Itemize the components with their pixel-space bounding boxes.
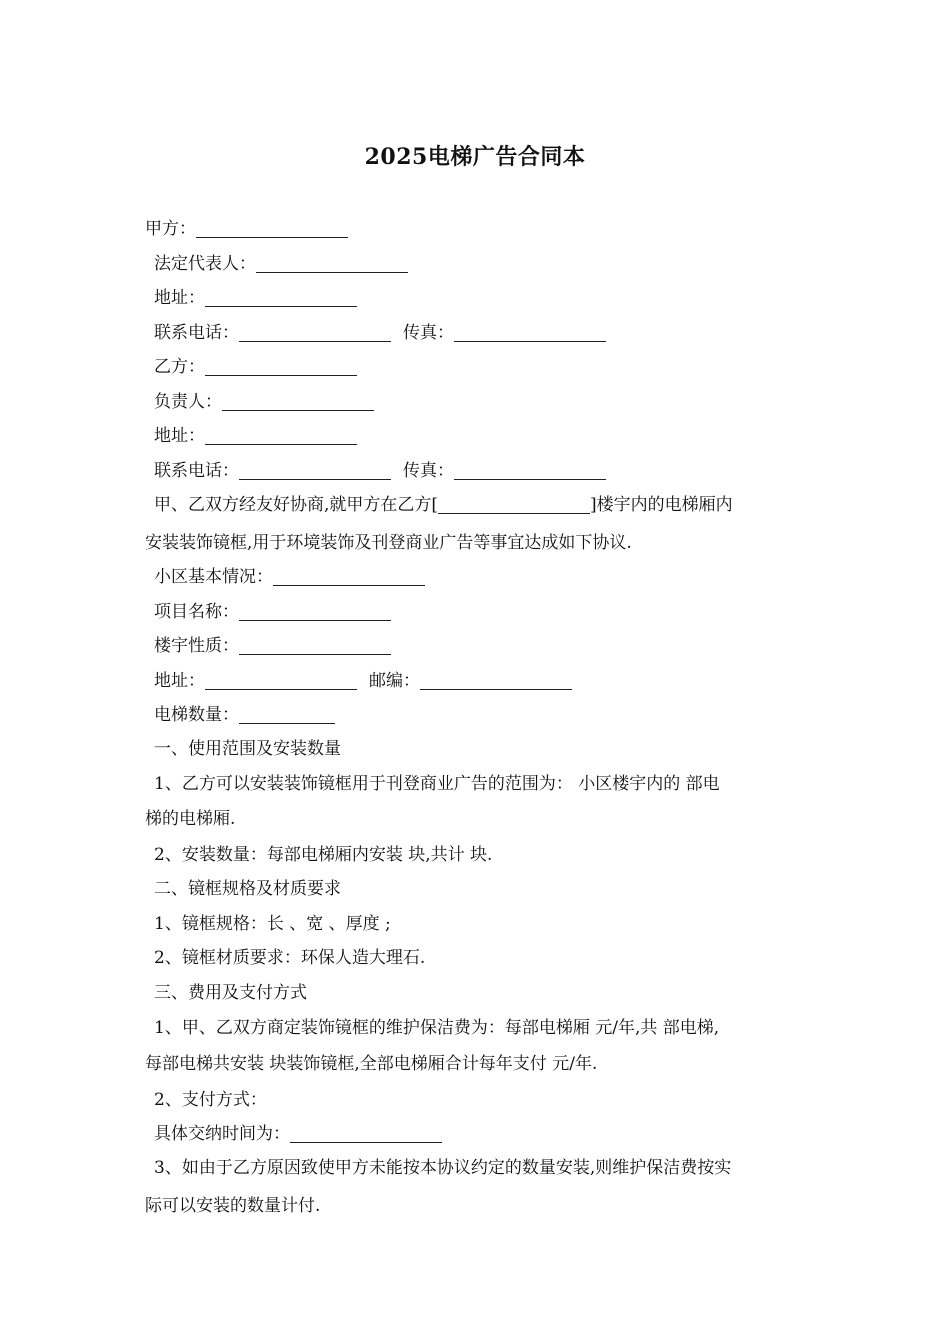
party-b-label: 乙方： <box>154 357 205 377</box>
payment-time-blank[interactable] <box>290 1124 442 1143</box>
building-nature-line <box>154 629 819 663</box>
elevator-count-blank[interactable] <box>239 705 335 724</box>
party-a-fax-blank[interactable] <box>454 323 606 342</box>
responsible-person-line <box>154 385 819 419</box>
section-2-heading: 二、镜框规格及材质要求 <box>154 879 341 899</box>
elevator-count-line <box>154 698 819 732</box>
payment-time-label: 具体交纳时间为： <box>154 1124 290 1144</box>
party-b-address-blank[interactable] <box>205 426 357 445</box>
party-a-fax-label: 传真： <box>403 323 454 343</box>
clause-2-2: 2、镜框材质要求：环保人造大理石. <box>154 948 426 968</box>
community-basic-label: 小区基本情况： <box>154 567 273 587</box>
party-a-address-line <box>154 281 819 315</box>
legal-rep-line <box>154 247 819 281</box>
party-b-address-line <box>154 419 819 453</box>
community-basic-line <box>154 560 819 594</box>
clause-3-3-cont: 际可以安装的数量计付. <box>145 1196 321 1216</box>
party-a-label: 甲方： <box>145 219 196 239</box>
page-title: 2025电梯广告合同本 <box>364 144 586 170</box>
zip-code-label: 邮编： <box>369 671 420 691</box>
clause-1-1: 1、乙方可以安装装饰镜框用于刊登商业广告的范围为： 小区楼宇内的 部电 <box>154 774 720 794</box>
party-a-address-label: 地址： <box>154 288 205 308</box>
community-address-line <box>154 664 819 698</box>
clause-3-2: 2、支付方式： <box>154 1090 267 1110</box>
community-basic-blank[interactable] <box>273 567 425 586</box>
party-b-phone-label: 联系电话： <box>154 461 239 481</box>
payment-time-line <box>154 1117 819 1151</box>
clause-1-2: 2、安装数量：每部电梯厢内安装 块,共计 块. <box>154 845 493 865</box>
clause-3-1: 1、甲、乙双方商定装饰镜框的维护保洁费为：每部电梯厢 元/年,共 部电梯, <box>154 1018 720 1038</box>
building-name-blank[interactable] <box>438 495 590 514</box>
zip-code-blank[interactable] <box>420 671 572 690</box>
legal-rep-blank[interactable] <box>256 254 408 273</box>
legal-rep-label: 法定代表人： <box>154 254 256 274</box>
project-name-label: 项目名称： <box>154 602 239 622</box>
party-b-phone-blank[interactable] <box>239 461 391 480</box>
party-b-blank[interactable] <box>205 357 357 376</box>
clause-3-3: 3、如由于乙方原因致使甲方未能按本协议约定的数量安装,则维护保洁费按实 <box>154 1158 732 1178</box>
party-a-blank[interactable] <box>196 219 348 238</box>
party-a-line <box>145 212 810 246</box>
party-b-fax-label: 传真： <box>403 461 454 481</box>
party-b-contact-line <box>154 454 819 488</box>
intro-paragraph-cont: 安装装饰镜框,用于环境装饰及刊登商业广告等事宜达成如下协议. <box>145 533 632 553</box>
intro-pre: 甲、乙双方经友好协商,就甲方在乙方[ <box>154 495 439 515</box>
building-nature-label: 楼宇性质： <box>154 636 239 656</box>
party-a-contact-line <box>154 316 819 350</box>
section-1-heading: 一、使用范围及安装数量 <box>154 739 341 759</box>
project-name-blank[interactable] <box>239 602 391 621</box>
section-3-heading: 三、费用及支付方式 <box>154 983 307 1003</box>
intro-post: ]楼宇内的电梯厢内 <box>590 495 733 515</box>
project-name-line <box>154 595 819 629</box>
intro-paragraph <box>154 488 819 522</box>
building-nature-blank[interactable] <box>239 636 391 655</box>
party-a-phone-blank[interactable] <box>239 323 391 342</box>
responsible-person-blank[interactable] <box>222 392 374 411</box>
clause-2-1: 1、镜框规格：长 、宽 、厚度 ; <box>154 914 391 934</box>
elevator-count-label: 电梯数量： <box>154 705 239 725</box>
community-address-label: 地址： <box>154 671 205 691</box>
community-address-blank[interactable] <box>205 671 357 690</box>
party-b-address-label: 地址： <box>154 426 205 446</box>
party-b-fax-blank[interactable] <box>454 461 606 480</box>
responsible-person-label: 负责人： <box>154 392 222 412</box>
clause-3-1-cont: 每部电梯共安装 块装饰镜框,全部电梯厢合计每年支付 元/年. <box>145 1054 598 1074</box>
party-b-line <box>154 350 819 384</box>
party-a-address-blank[interactable] <box>205 288 357 307</box>
clause-1-1-cont: 梯的电梯厢. <box>145 809 236 829</box>
party-a-phone-label: 联系电话： <box>154 323 239 343</box>
